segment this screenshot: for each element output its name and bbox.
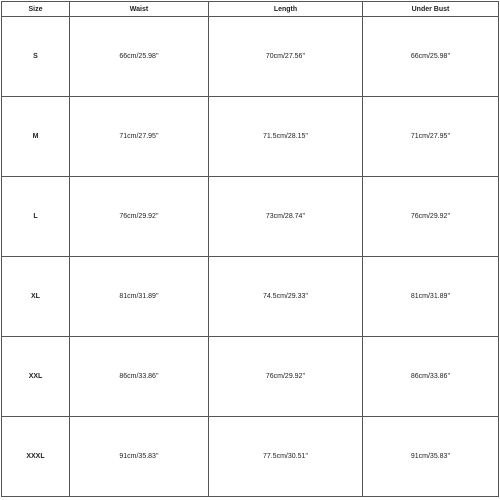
under-bust-cell: 76cm/29.92'' [363, 177, 499, 257]
table-row [2, 17, 499, 97]
length-cell: 77.5cm/30.51'' [209, 417, 363, 497]
size-chart-table [1, 1, 499, 497]
header-length: Length [209, 2, 363, 17]
header-size: Size [2, 2, 70, 17]
waist-cell: 71cm/27.95'' [70, 97, 209, 177]
size-cell: XXL [2, 337, 70, 417]
size-cell: XXXL [2, 417, 70, 497]
waist-cell: 66cm/25.98'' [70, 17, 209, 97]
under-bust-cell: 66cm/25.98'' [363, 17, 499, 97]
under-bust-cell: 91cm/35.83'' [363, 417, 499, 497]
waist-cell: 86cm/33.86'' [70, 337, 209, 417]
size-cell: S [2, 17, 70, 97]
under-bust-cell: 86cm/33.86'' [363, 337, 499, 417]
length-cell: 71.5cm/28.15'' [209, 97, 363, 177]
under-bust-cell: 81cm/31.89'' [363, 257, 499, 337]
table-header-row [2, 2, 499, 17]
table-row [2, 97, 499, 177]
length-cell: 74.5cm/29.33'' [209, 257, 363, 337]
table-row [2, 257, 499, 337]
under-bust-cell: 71cm/27.95'' [363, 97, 499, 177]
waist-cell: 81cm/31.89'' [70, 257, 209, 337]
length-cell: 70cm/27.56'' [209, 17, 363, 97]
size-cell: L [2, 177, 70, 257]
length-cell: 73cm/28.74'' [209, 177, 363, 257]
table-row [2, 177, 499, 257]
header-under-bust: Under Bust [363, 2, 499, 17]
waist-cell: 91cm/35.83'' [70, 417, 209, 497]
table-row [2, 337, 499, 417]
header-waist: Waist [70, 2, 209, 17]
length-cell: 76cm/29.92'' [209, 337, 363, 417]
waist-cell: 76cm/29.92'' [70, 177, 209, 257]
table-row [2, 417, 499, 497]
size-cell: M [2, 97, 70, 177]
size-cell: XL [2, 257, 70, 337]
